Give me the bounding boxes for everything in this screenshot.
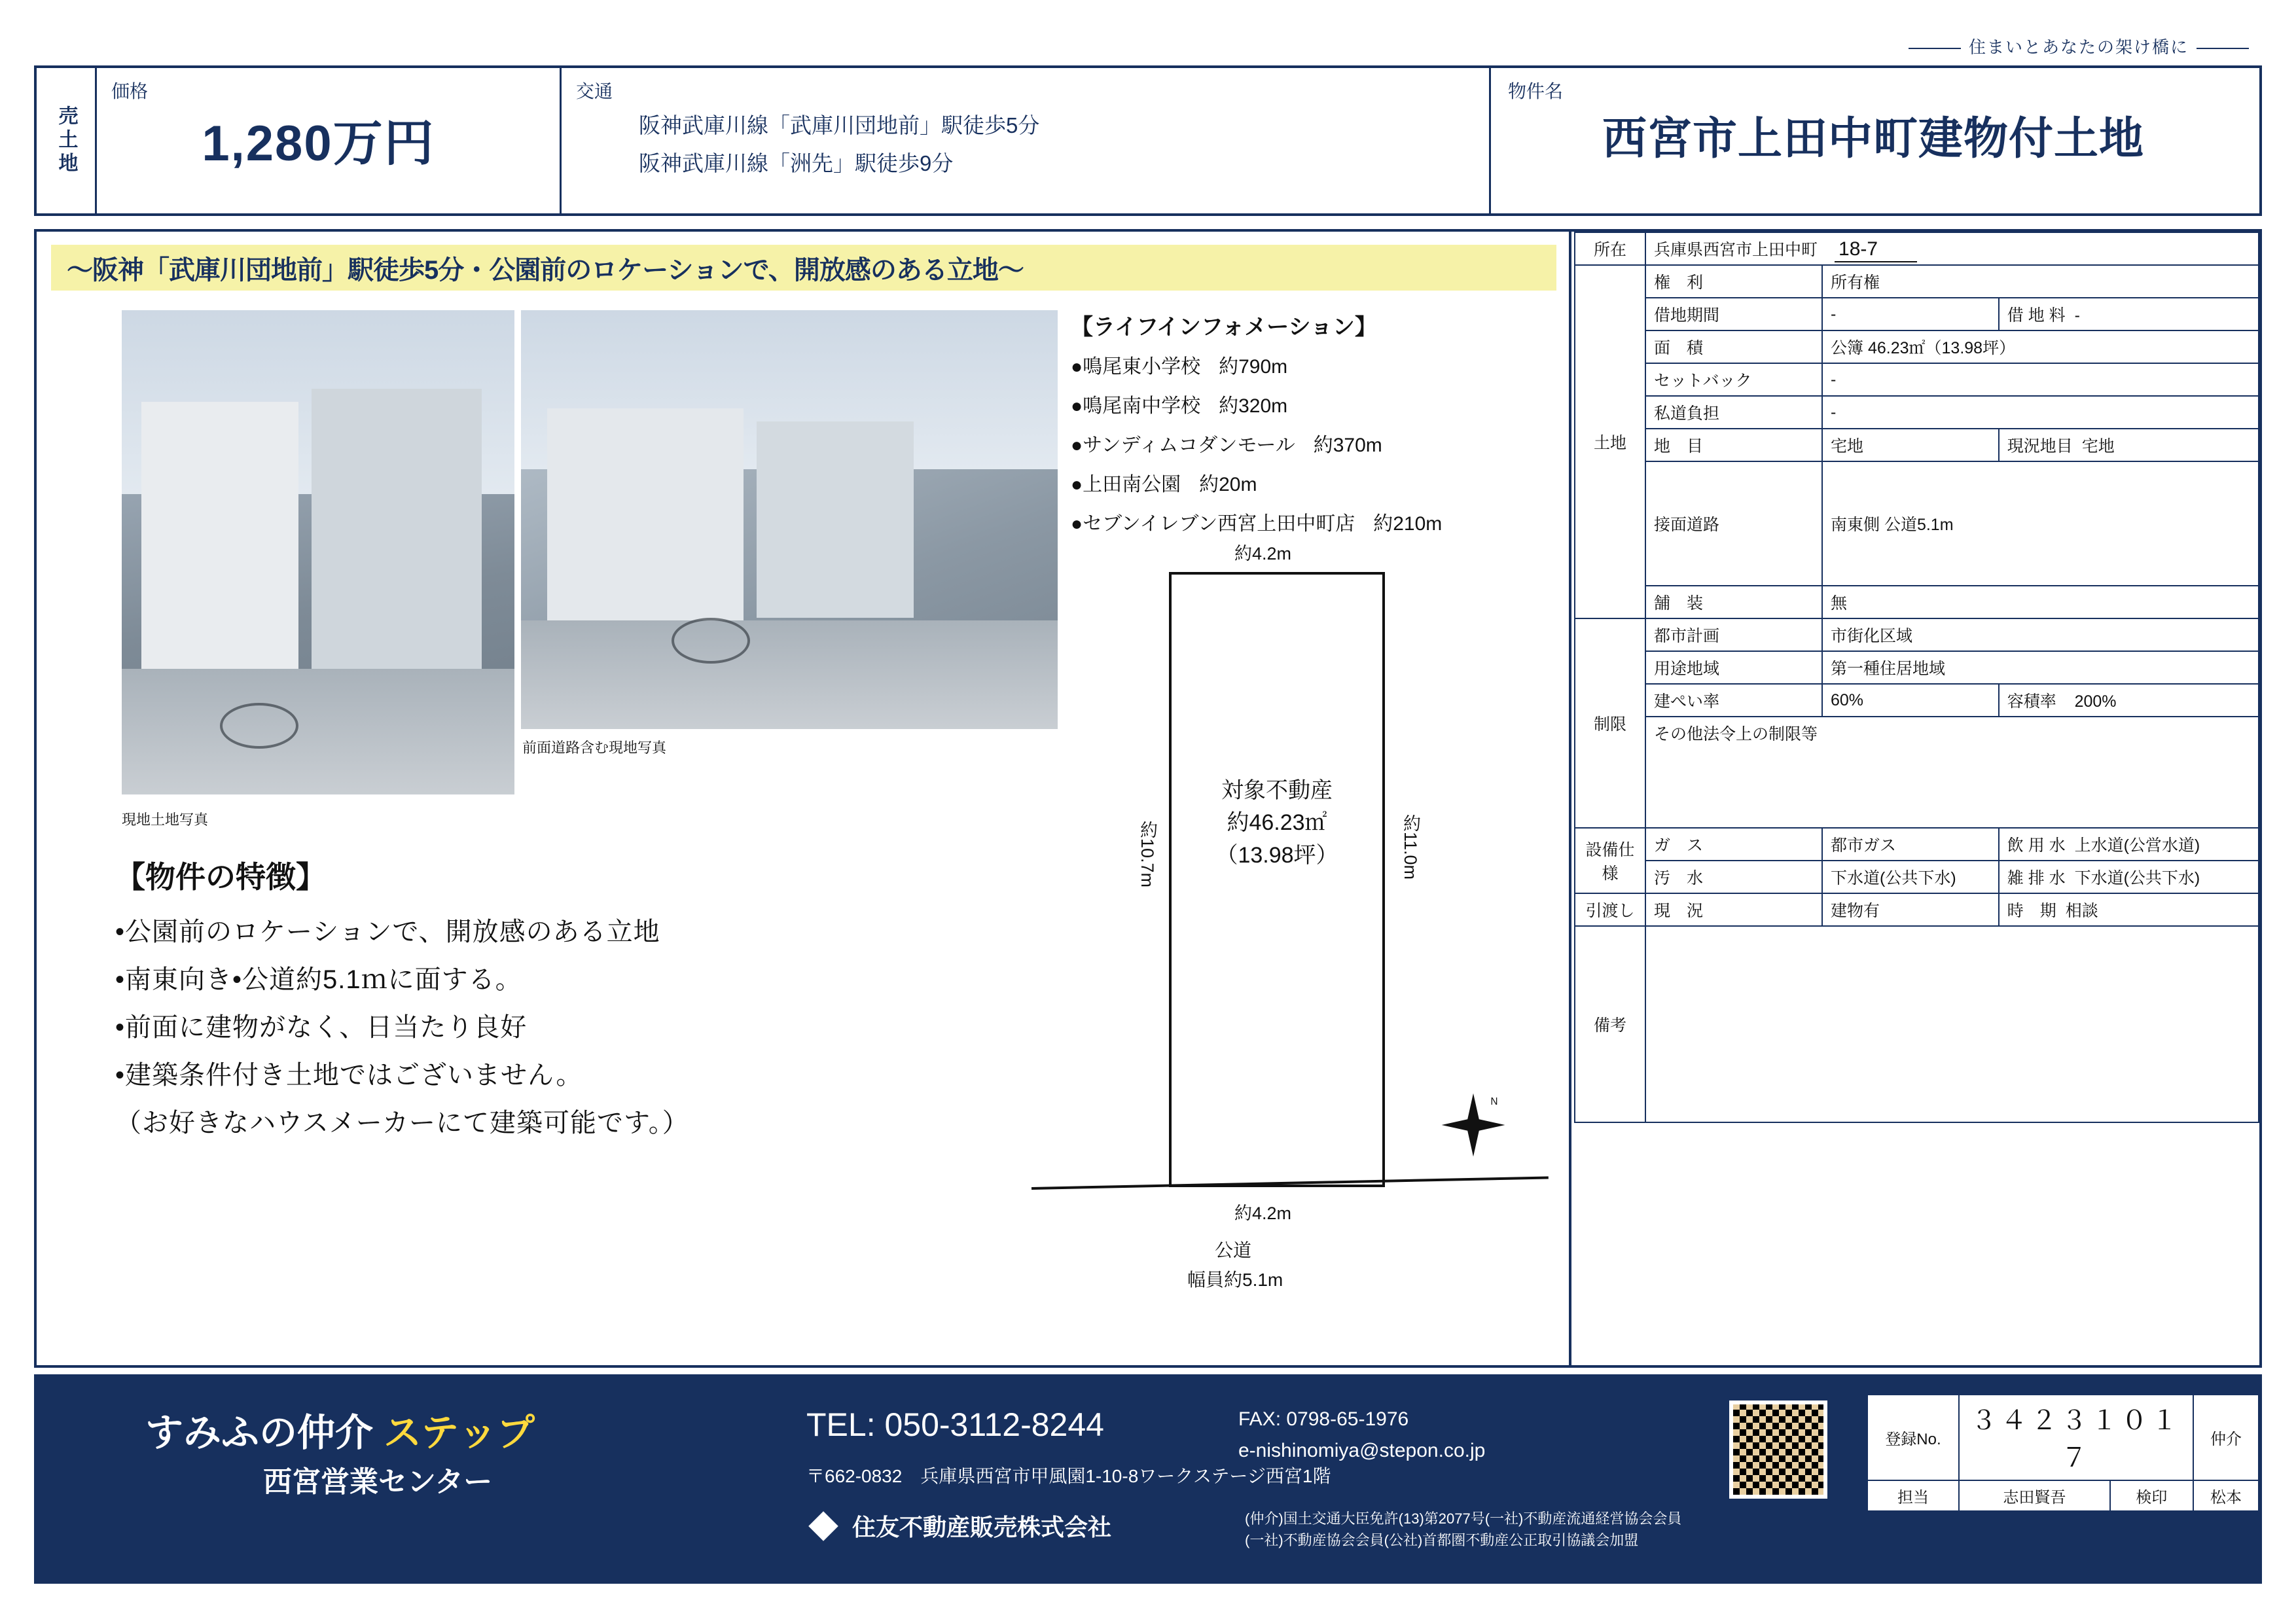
spec-key: 地 目 [1645, 429, 1822, 461]
spec-value-2-text: 上水道(公営水道) [2074, 836, 2200, 855]
photo-land [122, 310, 514, 794]
spec-key: 舗 装 [1645, 586, 1822, 618]
spec-value: 公簿 46.23㎡（13.98坪） [1822, 330, 2259, 363]
footer-band [34, 1374, 2262, 1584]
spec-value: 所有権 [1822, 265, 2259, 298]
spec-value: 建物有 [1822, 893, 1999, 926]
catch-copy [51, 245, 1556, 291]
life-item-distance: 約370m [1313, 435, 1382, 456]
spec-key-2: 現況地目 [2007, 437, 2073, 455]
table-row [1575, 828, 2259, 861]
property-category [37, 68, 97, 213]
spec-delivery-category: 引渡し [1575, 893, 1645, 926]
plot-left-depth: 約10.7m [1138, 821, 1157, 888]
spec-key: 都市計画 [1645, 618, 1822, 651]
property-category-label: 売土地 [55, 105, 77, 176]
table-row [1575, 717, 2259, 828]
table-row [1575, 265, 2259, 298]
property-name-label: 物件名 [1508, 81, 1564, 101]
traffic-line-1: 阪神武庫川線「武庫川団地前」駅徒歩5分 [639, 113, 1040, 137]
branch-name: 西宮営業センター [263, 1466, 493, 1498]
spec-key: セットバック [1645, 363, 1822, 396]
spec-value-2-text: 下水道(公共下水) [2074, 869, 2200, 887]
life-item-distance: 約320m [1219, 395, 1288, 417]
company-logo [145, 1402, 535, 1457]
staff-label: 担当 [1867, 1480, 1959, 1511]
life-information [1071, 309, 1568, 546]
license-note-line-2: (一社)不動産協会会員(公社)首都圏不動産公正取引協議会加盟 [1245, 1532, 1639, 1548]
traffic-line-2: 阪神武庫川線「洲先」駅徒歩9分 [639, 151, 954, 175]
table-row [1867, 1480, 2259, 1511]
photo-bicycle [220, 703, 298, 749]
plot-center-line-3: （13.98坪） [1215, 842, 1338, 868]
life-item-distance: 約20m [1199, 474, 1257, 495]
life-item-name: ●鳴尾東小学校 [1071, 356, 1201, 378]
life-item-name: ●サンディムコダンモール [1071, 435, 1295, 456]
property-name-value: 西宮市上田中町建物付土地 [1602, 114, 2144, 164]
spec-value: - [1822, 396, 2259, 429]
spec-value-2-text: 相談 [2065, 902, 2098, 920]
list-item [1071, 429, 1568, 457]
tagline-text: 住まいとあなたの架け橋に [1968, 37, 2189, 57]
spec-table [1574, 232, 2259, 1123]
spec-value: 無 [1822, 586, 2259, 618]
spec-key-2: 雑 排 水 [2007, 869, 2066, 887]
office-address: 〒662-0832 兵庫県西宮市甲風園1-10-8ワークステージ西宮1階 [806, 1466, 1331, 1486]
feature-line: •公園前のロケーションで、開放感のある立地 [115, 918, 660, 946]
table-row [1575, 586, 2259, 618]
spec-key: 建ぺい率 [1645, 684, 1822, 717]
plot-road-width: 幅員約5.1m [1187, 1270, 1283, 1290]
spec-key-2: 時 期 [2007, 902, 2056, 920]
table-row [1575, 893, 2259, 926]
spec-key-2: 飲 用 水 [2007, 836, 2066, 855]
table-row [1575, 232, 2259, 265]
spec-value: - [1822, 363, 2259, 396]
photo-street-caption: 前面道路含む現地写真 [522, 740, 667, 756]
life-item-name: ●鳴尾南中学校 [1071, 395, 1201, 417]
photo-street-road [521, 620, 1058, 729]
email: e-nishinomiya@stepon.co.jp [1238, 1440, 1486, 1461]
spec-value: 第一種住居地域 [1822, 651, 2259, 684]
license-note [1245, 1508, 1681, 1551]
traffic-label: 交通 [576, 81, 613, 101]
company-name: 住友不動産販売株式会社 [852, 1514, 1112, 1541]
spec-location-text: 兵庫県西宮市上田中町 [1654, 241, 1818, 259]
traffic-block [562, 68, 1491, 213]
spec-location-number: 18-7 [1835, 238, 1917, 262]
property-features [115, 853, 1522, 1150]
spec-value-2-text: - [2074, 306, 2080, 325]
spec-key: 接面道路 [1645, 461, 1822, 586]
spec-key: 私道負担 [1645, 396, 1822, 429]
price-value: 1,280万円 [202, 116, 435, 171]
life-item-distance: 約210m [1373, 513, 1443, 535]
table-row [1575, 684, 2259, 717]
spec-remarks-category: 備考 [1575, 926, 1645, 1122]
photo-road [122, 669, 514, 794]
spec-table-column [1574, 232, 2259, 1365]
spec-value: 市街化区域 [1822, 618, 2259, 651]
list-item [1071, 468, 1568, 497]
spec-key: ガ ス [1645, 828, 1822, 861]
photo-building-a [141, 402, 298, 677]
photo-building-b [312, 389, 482, 677]
catch-copy-text: ～阪神「武庫川団地前」駅徒歩5分・公園前のロケーションで、開放感のある立地～ [67, 255, 1024, 285]
property-name-block [1491, 68, 2259, 213]
spec-value-2 [1999, 828, 2259, 861]
spec-equipment-category: 設備仕様 [1575, 828, 1645, 893]
license-note-line-1: (仲介)国土交通大臣免許(13)第2077号(一社)不動産流通経営協会会員 [1245, 1510, 1682, 1527]
spec-key: 面 積 [1645, 330, 1822, 363]
fax: FAX: 0798-65-1976 [1238, 1408, 1409, 1430]
table-row [1575, 429, 2259, 461]
life-information-list [1071, 350, 1568, 536]
photo-street-bicycle [672, 618, 750, 664]
registration-label: 登録No. [1867, 1395, 1959, 1480]
spec-value-2 [1999, 861, 2259, 893]
spec-key: 権 利 [1645, 265, 1822, 298]
spec-value: - [1822, 298, 1999, 330]
spec-value-2 [1999, 893, 2259, 926]
price-label: 価格 [111, 81, 149, 101]
photo-land-caption: 現地土地写真 [122, 812, 209, 828]
table-row [1575, 330, 2259, 363]
spec-restriction-category: 制限 [1575, 618, 1645, 828]
registration-box [1867, 1394, 2259, 1512]
registration-table [1867, 1394, 2259, 1512]
list-item [1071, 389, 1568, 418]
table-row [1575, 396, 2259, 429]
spec-value-2 [1999, 429, 2259, 461]
spec-value: 60% [1822, 684, 1999, 717]
spec-value: 下水道(公共下水) [1822, 861, 1999, 893]
feature-line: •前面に建物がなく、日当たり良好 [115, 1013, 528, 1042]
spec-value: 南東側 公道5.1m [1822, 461, 2259, 586]
company-mark-icon [808, 1511, 838, 1541]
table-row [1575, 461, 2259, 586]
photo-street-building-b [757, 421, 914, 618]
spec-key: 汚 水 [1645, 861, 1822, 893]
spec-value-2-text: 200% [2074, 692, 2117, 711]
telephone: TEL: 050-3112-8244 [806, 1406, 1104, 1443]
table-row [1575, 363, 2259, 396]
spec-location-value [1645, 232, 2259, 265]
table-row [1867, 1395, 2259, 1480]
spec-value-2 [1999, 684, 2259, 717]
table-row [1575, 298, 2259, 330]
plot-road-label: 公道 [1215, 1240, 1252, 1260]
plot-top-width: 約4.2m [1234, 544, 1292, 563]
tagline-rule-left [1909, 48, 1961, 49]
spec-key: 用途地域 [1645, 651, 1822, 684]
spec-key-2: 借 地 料 [2007, 306, 2066, 325]
header-band [34, 65, 2262, 216]
life-item-distance: 約790m [1219, 356, 1288, 378]
seal-label: 検印 [2110, 1480, 2193, 1511]
spec-value-2-text: 宅地 [2081, 437, 2115, 455]
photo-street [521, 310, 1058, 729]
tagline [1901, 34, 2257, 58]
registration-number: ３４２３１０１７ [1959, 1395, 2193, 1480]
spec-location-label: 所在 [1575, 232, 1645, 265]
photo-street-building-a [547, 408, 744, 624]
table-row [1575, 926, 2259, 1122]
seal-value: 松本 [2193, 1480, 2259, 1511]
life-item-name: ●上田南公園 [1071, 474, 1181, 495]
staff-value: 志田賢吾 [1959, 1480, 2110, 1511]
body-frame [34, 229, 2262, 1368]
registration-type: 仲介 [2193, 1395, 2259, 1480]
qr-code-icon [1729, 1400, 1827, 1499]
feature-line: （お好きなハウスメーカーにて建築可能です。） [115, 1109, 689, 1137]
spec-key: 現 況 [1645, 893, 1822, 926]
price-block [97, 68, 562, 213]
table-row [1575, 861, 2259, 893]
property-features-title: 【物件の特徴】 [115, 860, 326, 894]
spec-value-2 [1999, 298, 2259, 330]
svg-text:N: N [1490, 1096, 1498, 1108]
spec-key-2: 容積率 [2007, 692, 2056, 711]
spec-value: 都市ガス [1822, 828, 1999, 861]
table-row [1575, 618, 2259, 651]
plot-center-line-2: 約46.23㎡ [1227, 810, 1327, 836]
spec-other-restrictions: その他法令上の制限等 [1645, 717, 2259, 828]
company-logo-main: すみふの仲介 [145, 1412, 374, 1454]
left-column [37, 232, 1571, 1365]
spec-key: 借地期間 [1645, 298, 1822, 330]
life-item-name: ●セブンイレブン西宮上田中町店 [1071, 513, 1355, 535]
spec-remarks-value [1645, 926, 2259, 1122]
feature-line: •南東向き•公道約5.1ｍに面する。 [115, 965, 522, 994]
spec-land-category: 土地 [1575, 265, 1645, 618]
feature-line: •建築条件付き土地ではございません。 [115, 1061, 583, 1090]
spec-value: 宅地 [1822, 429, 1999, 461]
life-information-title: 【ライフインフォメーション】 [1071, 315, 1377, 340]
list-item [1071, 350, 1568, 379]
plot-center-line-1: 対象不動産 [1221, 778, 1333, 803]
tagline-rule-right [2197, 48, 2249, 49]
plot-bottom-width: 約4.2m [1234, 1204, 1292, 1223]
plot-right-depth: 約11.0m [1401, 814, 1420, 880]
company-logo-accent: ステップ [384, 1412, 535, 1454]
table-row [1575, 651, 2259, 684]
